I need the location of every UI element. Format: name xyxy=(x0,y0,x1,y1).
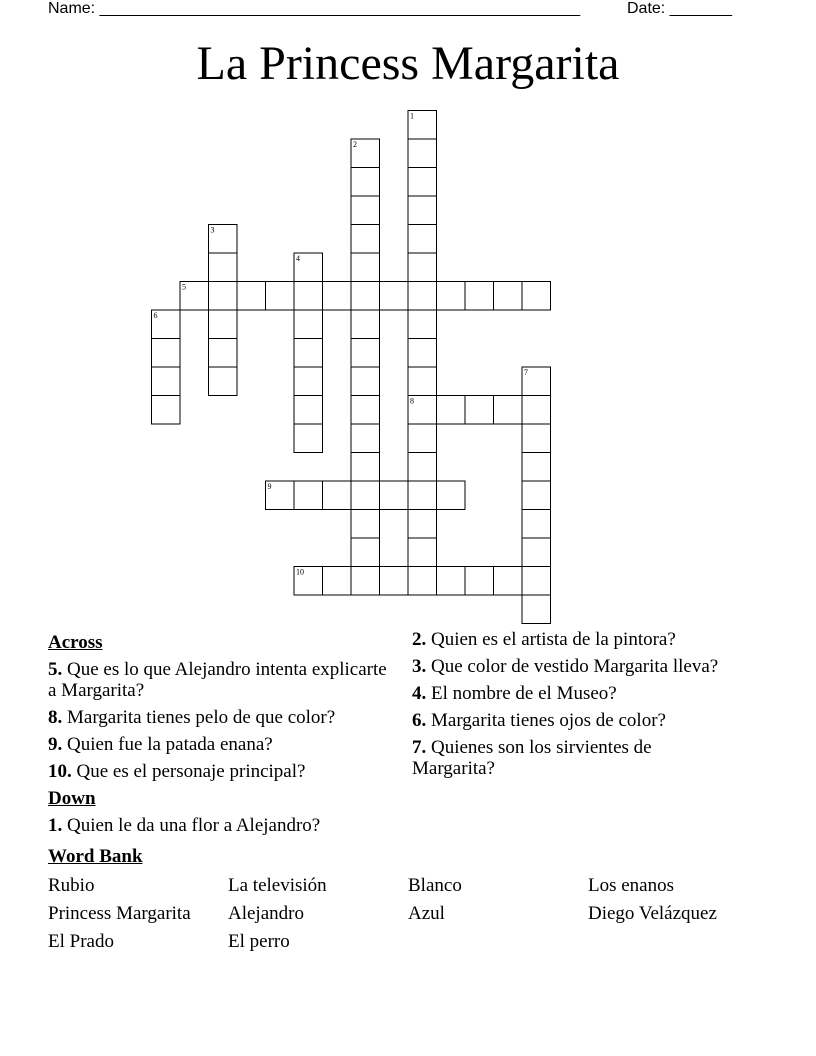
grid-cell[interactable] xyxy=(494,396,523,425)
grid-cell[interactable] xyxy=(152,310,181,339)
grid-cell[interactable] xyxy=(209,225,238,254)
grid-cell[interactable] xyxy=(437,481,466,510)
grid-clue-number: 3 xyxy=(210,225,215,235)
grid-cell[interactable] xyxy=(408,453,437,482)
grid-cell[interactable] xyxy=(522,538,551,567)
clue-text: Que es lo que Alejandro intenta explicarte a Margarita? xyxy=(48,659,387,701)
grid-cell[interactable] xyxy=(408,310,437,339)
grid-cell[interactable] xyxy=(351,253,380,282)
clue-number: 7. xyxy=(412,737,427,758)
grid-cell[interactable] xyxy=(465,396,494,425)
word-bank-item: Rubio xyxy=(48,875,95,896)
grid-cell[interactable] xyxy=(437,282,466,311)
header-row xyxy=(48,0,748,20)
word-bank xyxy=(48,875,768,952)
grid-cell[interactable] xyxy=(465,567,494,596)
grid-cell[interactable] xyxy=(351,453,380,482)
grid-cell[interactable] xyxy=(522,595,551,624)
grid-cell[interactable] xyxy=(180,282,209,311)
word-bank-item: Princess Margarita xyxy=(48,903,191,924)
grid-cell[interactable] xyxy=(209,310,238,339)
grid-cell[interactable] xyxy=(323,481,352,510)
grid-cell[interactable] xyxy=(522,510,551,539)
clue-2 xyxy=(412,629,732,650)
grid-cell[interactable] xyxy=(152,339,181,368)
clue-9 xyxy=(48,734,398,755)
grid-cell[interactable] xyxy=(522,567,551,596)
grid-cell[interactable] xyxy=(351,196,380,225)
grid-cell[interactable] xyxy=(294,396,323,425)
grid-cell[interactable] xyxy=(294,424,323,453)
word-bank-item: El Prado xyxy=(48,931,114,952)
grid-cell[interactable] xyxy=(380,481,409,510)
grid-cell[interactable] xyxy=(351,481,380,510)
grid-cell[interactable] xyxy=(465,282,494,311)
word-bank-heading: Word Bank xyxy=(48,846,143,867)
grid-cell[interactable] xyxy=(408,567,437,596)
grid-clue-number: 6 xyxy=(153,311,158,320)
down-clue-list xyxy=(48,815,398,836)
grid-cell[interactable] xyxy=(408,225,437,254)
grid-cell[interactable] xyxy=(351,339,380,368)
grid-clue-number: 1 xyxy=(410,111,414,121)
grid-cell[interactable] xyxy=(351,282,380,311)
grid-cell[interactable] xyxy=(323,567,352,596)
clue-text: Quienes son los sirvientes de Margarita? xyxy=(412,737,652,779)
clue-text: Margarita tienes ojos de color? xyxy=(431,710,666,731)
grid-cell[interactable] xyxy=(294,481,323,510)
clue-text: Quien es el artista de la pintora? xyxy=(431,629,676,650)
clue-text: Quien fue la patada enana? xyxy=(67,734,273,755)
grid-cell[interactable] xyxy=(522,453,551,482)
grid-cell[interactable] xyxy=(408,168,437,197)
grid-cell[interactable] xyxy=(408,253,437,282)
word-bank-item: Azul xyxy=(408,903,445,924)
grid-cell[interactable] xyxy=(522,282,551,311)
across-clue-list xyxy=(48,659,398,782)
grid-cell[interactable] xyxy=(494,282,523,311)
grid-cell[interactable] xyxy=(323,282,352,311)
grid-clue-number: 5 xyxy=(182,282,186,292)
word-bank-item: Los enanos xyxy=(588,875,675,896)
grid-cell[interactable] xyxy=(380,282,409,311)
grid-cell[interactable] xyxy=(408,367,437,396)
grid-cell[interactable] xyxy=(522,481,551,510)
grid-cell[interactable] xyxy=(408,424,437,453)
grid-cell[interactable] xyxy=(351,367,380,396)
clue-number: 6. xyxy=(412,710,427,731)
clue-text: Quien le da una flor a Alejandro? xyxy=(67,815,321,836)
grid-cell[interactable] xyxy=(522,367,551,396)
grid-cell[interactable] xyxy=(408,282,437,311)
grid-clue-number: 2 xyxy=(353,140,357,149)
grid-cell[interactable] xyxy=(237,282,266,311)
word-bank-item: El perro xyxy=(228,931,290,952)
grid-cell[interactable] xyxy=(351,510,380,539)
date-field-label[interactable]: Date: _______ xyxy=(627,0,732,17)
down-heading: Down xyxy=(48,788,96,809)
grid-cell[interactable] xyxy=(294,253,323,282)
grid-cell[interactable] xyxy=(437,567,466,596)
word-bank-item: Blanco xyxy=(408,875,462,896)
grid-cell[interactable] xyxy=(522,396,551,425)
clue-text: Que color de vestido Margarita lleva? xyxy=(431,656,719,677)
grid-cell[interactable] xyxy=(294,282,323,311)
grid-cell[interactable] xyxy=(408,111,437,140)
grid-cell[interactable] xyxy=(351,538,380,567)
clue-number: 5. xyxy=(48,659,63,680)
grid-cell[interactable] xyxy=(209,339,238,368)
grid-clue-number: 9 xyxy=(267,482,272,491)
clue-6 xyxy=(412,710,732,731)
grid-cell[interactable] xyxy=(266,481,295,510)
grid-cell[interactable] xyxy=(209,253,238,282)
grid-cell[interactable] xyxy=(351,225,380,254)
grid-cell[interactable] xyxy=(294,310,323,339)
grid-cell[interactable] xyxy=(408,196,437,225)
grid-cell[interactable] xyxy=(408,139,437,168)
grid-clue-number: 8 xyxy=(410,396,414,406)
grid-cell[interactable] xyxy=(408,339,437,368)
grid-cell[interactable] xyxy=(351,424,380,453)
grid-cell[interactable] xyxy=(152,367,181,396)
clue-4 xyxy=(412,683,732,704)
clue-number: 8. xyxy=(48,707,63,728)
clue-1 xyxy=(48,815,398,836)
clue-3 xyxy=(412,656,732,677)
grid-cell[interactable] xyxy=(266,282,295,311)
clue-text: Que es el personaje principal? xyxy=(76,761,306,782)
page-title: La Princess Margarita xyxy=(196,37,620,90)
grid-cell[interactable] xyxy=(209,367,238,396)
grid-cell[interactable] xyxy=(494,567,523,596)
grid-cell[interactable] xyxy=(380,567,409,596)
clue-number: 2. xyxy=(412,629,427,650)
grid-cell[interactable] xyxy=(351,396,380,425)
grid-cell[interactable] xyxy=(408,481,437,510)
name-field-label[interactable]: Name: ______________________________________________________ xyxy=(48,0,581,17)
clue-number: 9. xyxy=(48,734,63,755)
clue-number: 1. xyxy=(48,815,63,836)
across-heading: Across xyxy=(48,632,103,653)
clue-10 xyxy=(48,761,398,782)
grid-cell[interactable] xyxy=(408,396,437,425)
clue-text: Margarita tienes pelo de que color? xyxy=(67,707,336,728)
grid-cell[interactable] xyxy=(408,510,437,539)
clue-5 xyxy=(48,659,398,701)
word-bank-item: Diego Velázquez xyxy=(588,903,717,924)
down-clue-list-continued xyxy=(412,629,732,779)
clue-number: 3. xyxy=(412,656,427,677)
grid-cell[interactable] xyxy=(408,538,437,567)
clues-right-column xyxy=(412,629,732,785)
grid-clue-number: 4 xyxy=(296,254,300,263)
grid-cell[interactable] xyxy=(294,339,323,368)
grid-cell[interactable] xyxy=(294,367,323,396)
clue-8 xyxy=(48,707,398,728)
grid-clue-number: 7 xyxy=(524,368,528,377)
grid-cell[interactable] xyxy=(351,310,380,339)
word-bank-item: Alejandro xyxy=(228,903,304,924)
grid-cell[interactable] xyxy=(351,567,380,596)
grid-cell[interactable] xyxy=(351,168,380,197)
clue-7 xyxy=(412,737,732,779)
clues-left-column xyxy=(48,629,398,842)
word-bank-item: La televisión xyxy=(228,875,327,896)
grid-cell[interactable] xyxy=(351,139,380,168)
grid-cell[interactable] xyxy=(152,396,181,425)
grid-cell[interactable] xyxy=(294,567,323,596)
clue-text: El nombre de el Museo? xyxy=(431,683,617,704)
clue-number: 10. xyxy=(48,761,72,782)
grid-clue-number: 10 xyxy=(296,567,304,577)
grid-cell[interactable] xyxy=(437,396,466,425)
grid-cell[interactable] xyxy=(209,282,238,311)
grid-cell[interactable] xyxy=(522,424,551,453)
clue-number: 4. xyxy=(412,683,427,704)
